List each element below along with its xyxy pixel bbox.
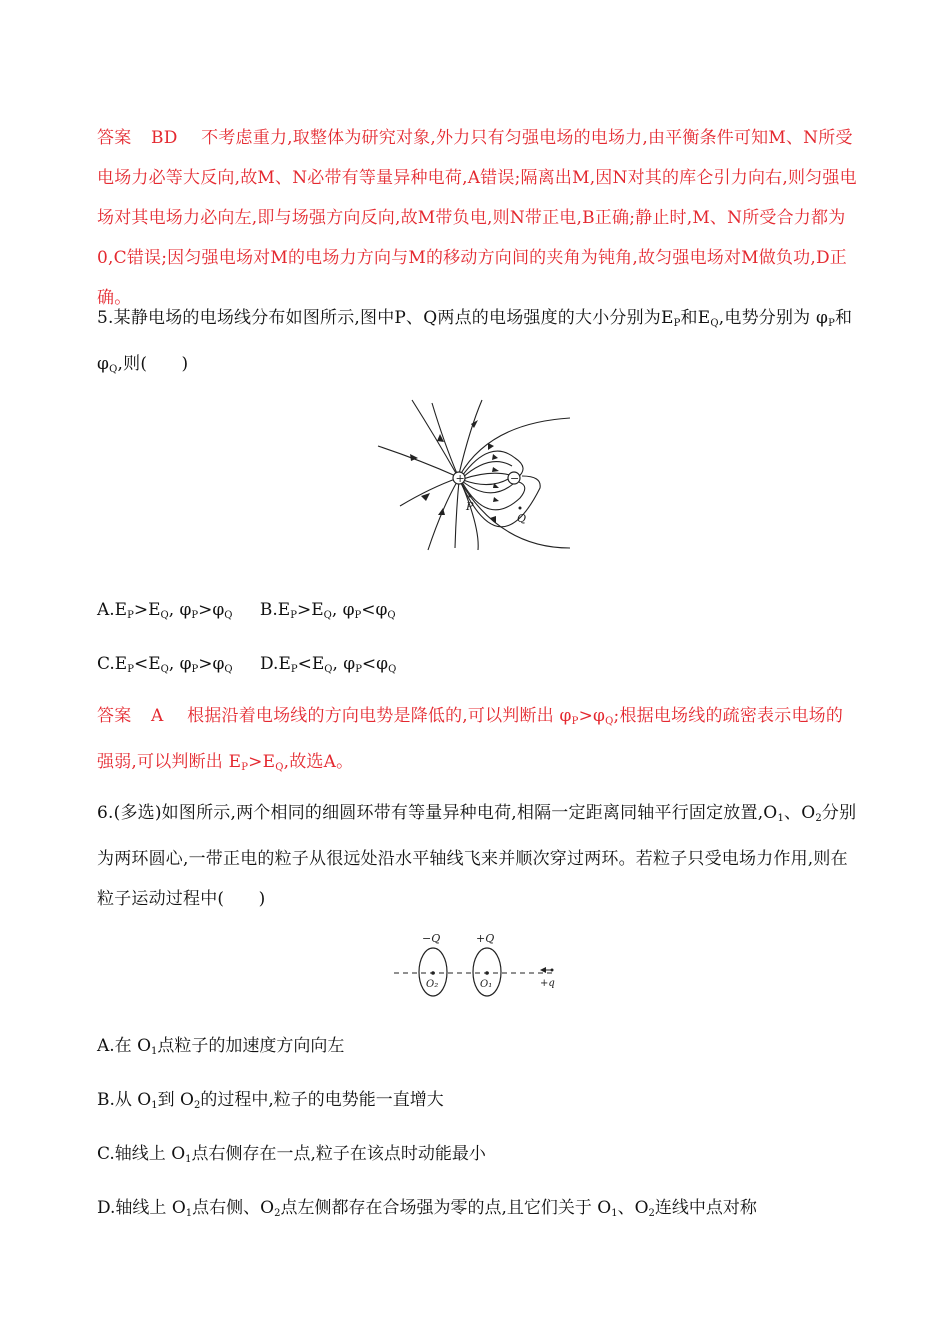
question-6-stem: 6.(多选)如图所示,两个相同的细圆环带有等量异种电荷,相隔一定距离同轴平行固定放置$,O_1$、$O_2$分别为两环圆心,一带正电的粒子从很远处沿水平轴线飞来并顺次穿过两环。若粒子只受电场力作用,则在粒子运动过程中( ) [97, 803, 857, 909]
option-c[interactable]: C.轴线上 $O_1$点右侧存在一点,粒子在该点时动能最小 [97, 1144, 486, 1165]
answer-tag: 答案 [97, 128, 132, 148]
minus-label: − [510, 472, 520, 485]
answer-key: A [151, 706, 164, 726]
particle-label: +q [540, 978, 555, 989]
question-5-options-row-2 [97, 652, 396, 682]
plus-label: + [455, 472, 465, 485]
option-b[interactable]: B.从 $O_1$到 $O_2$的过程中,粒子的电势能一直增大 [97, 1090, 444, 1111]
right-charge-label: +Q [476, 932, 495, 945]
question-5-stem: 5.某静电场的电场线分布如图所示,图中P、Q两点的电场强度的大小分别为$E_P$和$E_Q$,电势分别为 $\varphi_P$和 $\varphi_Q$,则( ) [97, 308, 853, 375]
option-a[interactable]: A.在 $O_1$点粒子的加速度方向向左 [97, 1036, 345, 1057]
answer-5: 答案 A 根据沿着电场线的方向电势是降低的,可以判断出 $\varphi_P>\varphi_Q$;根据电场线的疏密表示电场的强弱,可以判断出 $E_P>E_Q$,故选A。 [97, 706, 844, 773]
option-c[interactable]: $C.E_P<E_Q$, $\varphi_P>\varphi_Q$ [97, 654, 233, 675]
field-lines-figure [370, 398, 580, 553]
left-charge-label: −Q [422, 932, 441, 945]
o1-label: O₁ [480, 979, 493, 990]
point-q-label: Q [517, 512, 527, 525]
question-5-options-row-1 [97, 598, 396, 628]
option-b[interactable]: $B.E_P>E_Q$, $\varphi_P<\varphi_Q$ [259, 600, 396, 621]
option-d[interactable]: D.轴线上 $O_1$点右侧、$O_2$点左侧都存在合场强为零的点,且它们关于 $O_1$、$O_2$连线中点对称 [97, 1198, 757, 1219]
o2-label: O₂ [426, 979, 439, 990]
option-a[interactable]: $A.E_P>E_Q$, $\varphi_P>\varphi_Q$ [97, 600, 233, 621]
rings-figure [392, 930, 572, 1000]
answer-tag: 答案 [97, 706, 132, 726]
point-p-label: P [466, 500, 474, 513]
answer-4 [97, 118, 857, 318]
answer-text: 不考虑重力,取整体为研究对象,外力只有匀强电场的电场力,由平衡条件可知M、N所受电场力必等大反向,故M、N必带有等量异种电荷,A错误;隔离出M,因N对其的库仑引力向右,则匀强电场对其电场力必向左,即与场强方向反向,故M带负电,则N带正电,B正确;静止时,M、N所受合力都为0,C错误;因匀强电场对M的电场力方向与M的移动方向间的夹角为钝角,故匀强电场对M做负功,D正确。 [97, 128, 857, 308]
option-d[interactable]: $D.E_P<E_Q$, $\varphi_P<\varphi_Q$ [260, 654, 397, 675]
answer-key: BD [151, 128, 178, 148]
